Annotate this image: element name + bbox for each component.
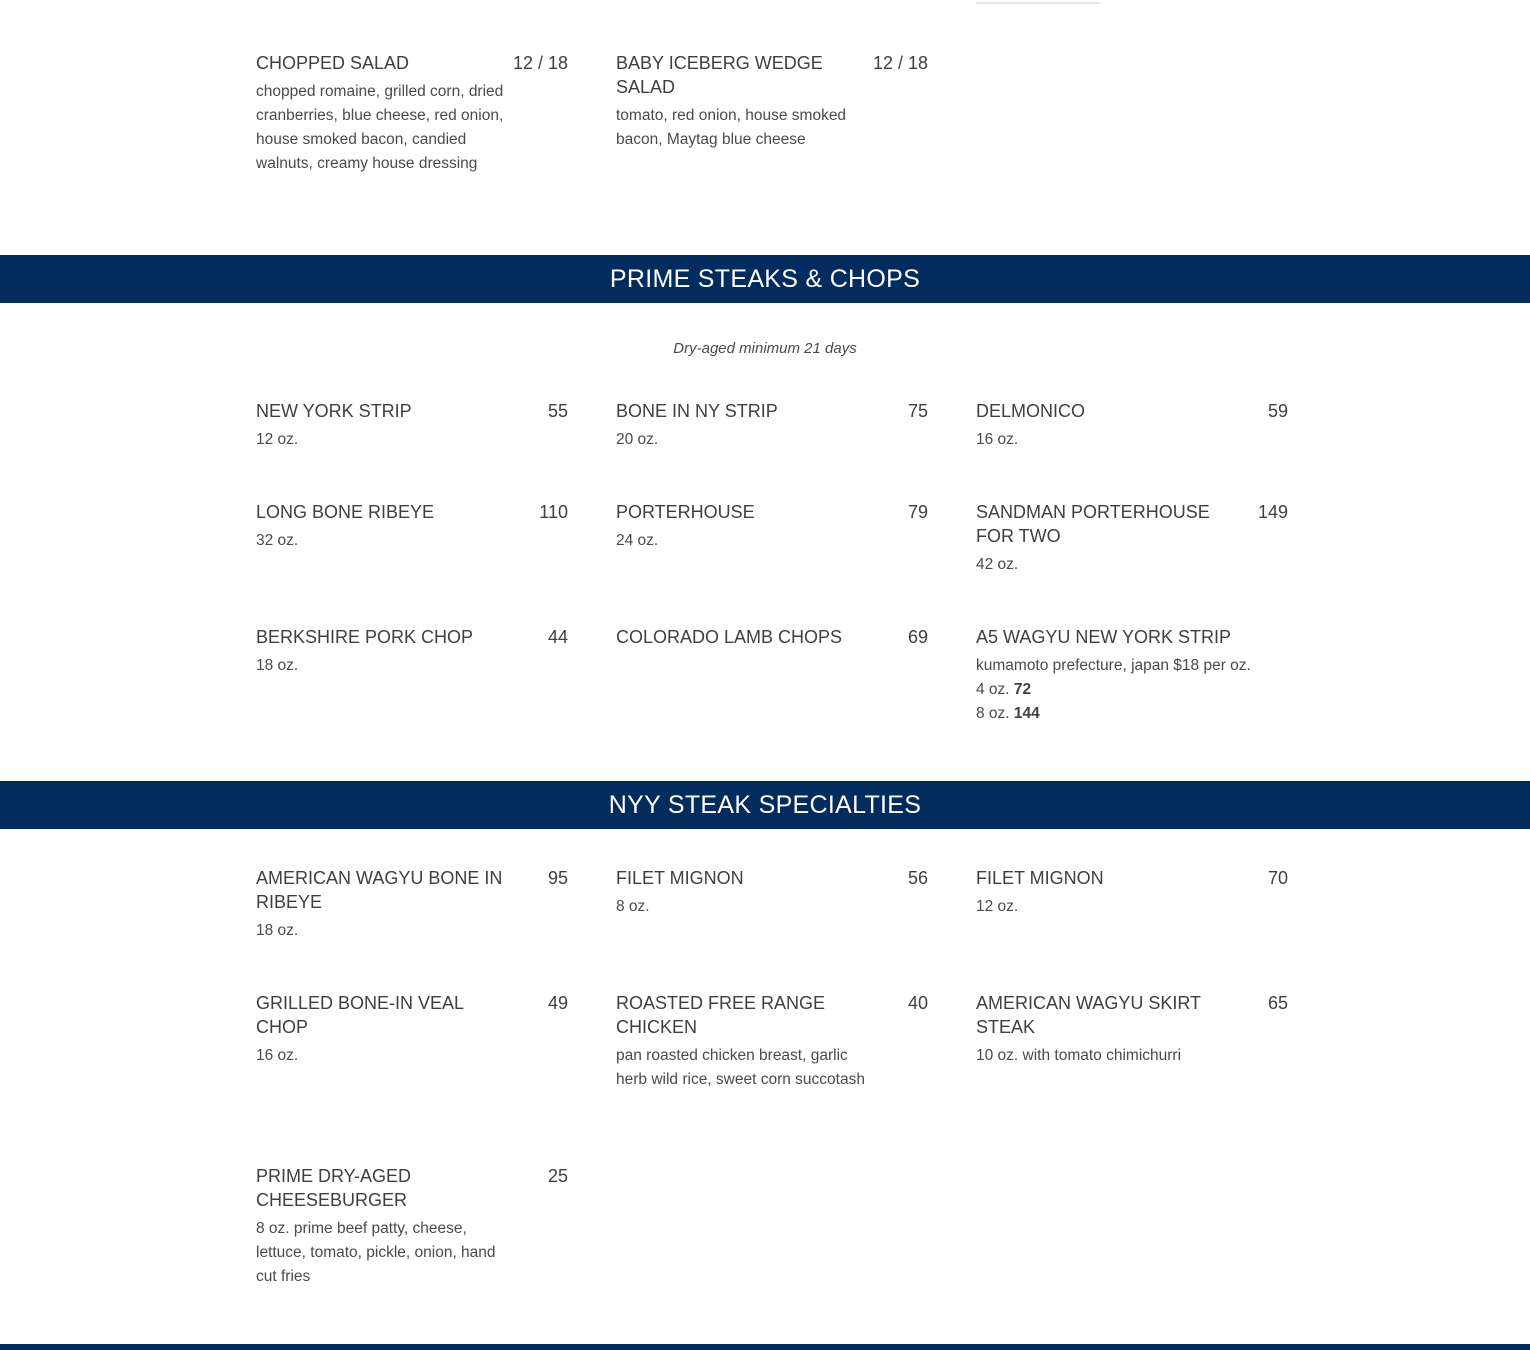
menu-item (976, 866, 1288, 943)
item-price: 69 (907, 627, 928, 647)
item-name: DELMONICO (976, 401, 1086, 421)
option-size: 4 oz. (976, 681, 1010, 698)
menu-item (616, 399, 928, 452)
item-name: AMERICAN WAGYU SKIRT STEAK (976, 993, 1201, 1037)
price-option (976, 702, 1288, 726)
item-name: GRILLED BONE-IN VEAL CHOP (256, 993, 464, 1037)
item-name: SANDMAN PORTERHOUSE FOR TWO (976, 502, 1210, 546)
item-name: COLORADO LAMB CHOPS (616, 627, 843, 647)
item-description: 16 oz. (256, 1047, 299, 1064)
section-banner-specialties (0, 781, 1530, 829)
item-name: LONG BONE RIBEYE (256, 502, 435, 522)
menu-item (256, 399, 568, 452)
item-price: 65 (1267, 993, 1288, 1013)
item-description: 12 oz. (256, 431, 299, 448)
item-price: 56 (907, 868, 928, 888)
item-price: 12 / 18 (872, 53, 928, 73)
prime-row-3 (256, 625, 1288, 726)
item-description: 18 oz. (256, 657, 299, 674)
item-name: NEW YORK STRIP (256, 401, 412, 421)
menu-item (256, 625, 568, 726)
menu-item-wagyu (976, 625, 1288, 726)
item-description: 20 oz. (616, 431, 659, 448)
item-name: BERKSHIRE PORK CHOP (256, 627, 474, 647)
item-name: FILET MIGNON (616, 868, 744, 888)
section-note: Dry-aged minimum 21 days (673, 340, 857, 357)
item-price: 59 (1267, 401, 1288, 421)
item-price: 55 (547, 401, 568, 421)
menu-item (256, 51, 568, 176)
item-price: 75 (907, 401, 928, 421)
menu-item (976, 991, 1288, 1092)
item-price: 149 (1257, 502, 1288, 522)
item-price: 12 / 18 (512, 53, 568, 73)
item-price: 44 (547, 627, 568, 647)
menu-item (616, 866, 928, 943)
menu-item (256, 1164, 568, 1289)
specialties-row-2 (256, 991, 1288, 1092)
section-banner-prime-steaks (0, 255, 1530, 303)
section-banner-next (0, 1344, 1530, 1350)
menu-item (976, 500, 1288, 577)
item-name: BONE IN NY STRIP (616, 401, 778, 421)
menu-item (256, 991, 568, 1092)
item-name: A5 WAGYU NEW YORK STRIP (976, 627, 1232, 647)
item-name: BABY ICEBERG WEDGE SALAD (616, 53, 823, 97)
item-price: 79 (907, 502, 928, 522)
item-description: 8 oz. prime beef patty, cheese, lettuce, tomato, pickle, onion, hand cut fries (256, 1220, 496, 1285)
menu-item (616, 500, 928, 577)
item-name: ROASTED FREE RANGE CHICKEN (616, 993, 826, 1037)
price-option (976, 678, 1288, 702)
item-description: 16 oz. (976, 431, 1019, 448)
item-description: chopped romaine, grilled corn, dried cranberries, blue cheese, red onion, house smoked bacon, candied walnuts, creamy house dressing (256, 83, 504, 172)
option-size: 8 oz. (976, 705, 1010, 722)
menu-item (256, 866, 568, 943)
item-name: FILET MIGNON (976, 868, 1104, 888)
item-price: 49 (547, 993, 568, 1013)
item-description: 12 oz. (976, 898, 1019, 915)
item-description: 18 oz. (256, 922, 299, 939)
item-description: pan roasted chicken breast, garlic herb wild rice, sweet corn succotash (616, 1047, 865, 1088)
item-price: 110 (539, 502, 568, 522)
menu-item (616, 625, 928, 726)
item-name: AMERICAN WAGYU BONE IN RIBEYE (256, 868, 503, 912)
item-name: CHOPPED SALAD (256, 53, 410, 73)
item-price: 25 (547, 1166, 568, 1186)
menu-item (976, 399, 1288, 452)
prime-row-1 (256, 399, 1288, 452)
menu-item (616, 51, 928, 176)
specialties-row-1 (256, 866, 1288, 943)
prime-row-2 (256, 500, 1288, 577)
option-price: 144 (1013, 705, 1040, 722)
specialties-row-3 (256, 1164, 1288, 1289)
item-description: 42 oz. (976, 556, 1019, 573)
item-price: 40 (907, 993, 928, 1013)
item-price: 70 (1267, 868, 1288, 888)
option-price: 72 (1013, 681, 1032, 698)
menu-item (256, 500, 568, 577)
salad-grid (256, 51, 1288, 176)
item-description: 8 oz. (616, 898, 650, 915)
section-title: NYY STEAK SPECIALTIES (608, 790, 922, 819)
section-title: PRIME STEAKS & CHOPS (609, 264, 921, 293)
cut-off-item-above (976, 0, 1101, 4)
item-description: 10 oz. with tomato chimichurri (976, 1047, 1182, 1064)
item-description: 32 oz. (256, 532, 299, 549)
item-name: PRIME DRY-AGED CHEESEBURGER (256, 1166, 412, 1210)
item-name: PORTERHOUSE (616, 502, 755, 522)
item-description: 24 oz. (616, 532, 659, 549)
menu-item (616, 991, 928, 1092)
item-price: 95 (547, 868, 568, 888)
item-description: tomato, red onion, house smoked bacon, Maytag blue cheese (616, 107, 847, 148)
item-description: kumamoto prefecture, japan $18 per oz. (976, 657, 1251, 674)
